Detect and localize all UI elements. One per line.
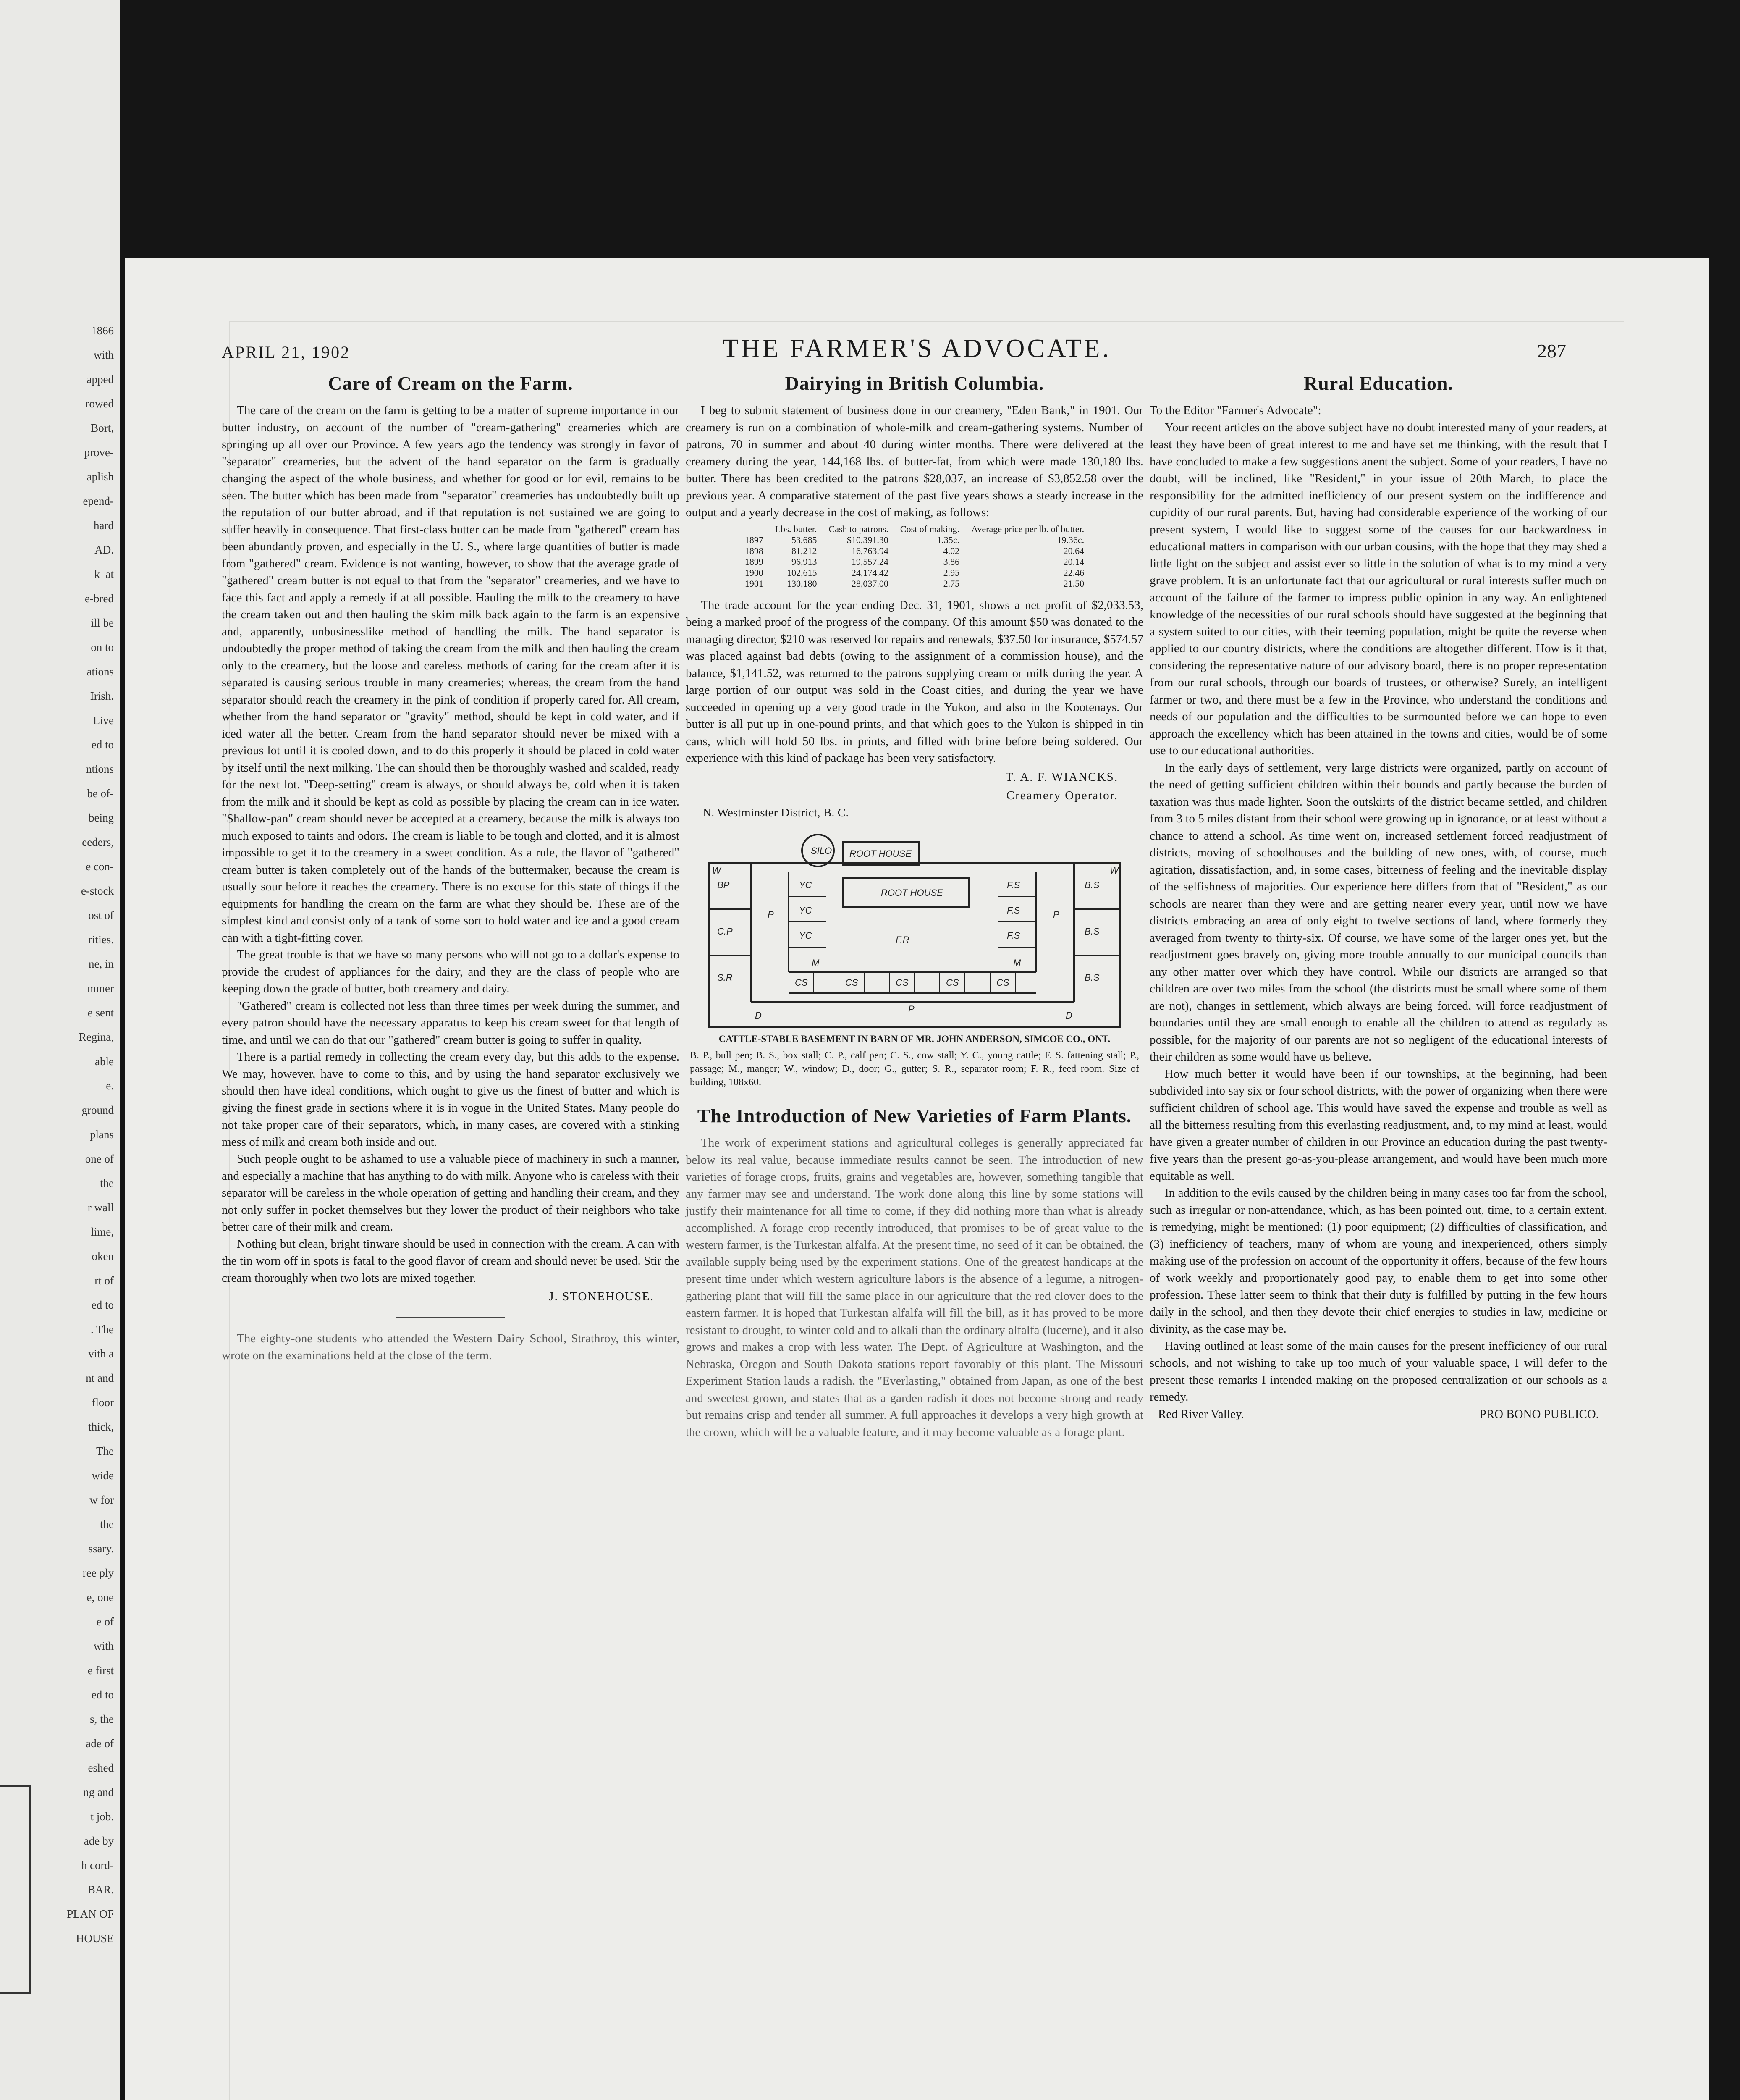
adjacent-page-text: w for: [89, 1494, 114, 1506]
column-1: [222, 372, 679, 1364]
adjacent-page-text: lime,: [91, 1226, 114, 1238]
issue-date: APRIL 21, 1902: [222, 343, 351, 362]
adjacent-page-text: ost of: [88, 909, 114, 921]
table-row: [739, 546, 1090, 556]
letter-signoff: [1150, 1406, 1607, 1423]
adjacent-page-text: 1866: [91, 324, 114, 337]
adjacent-page-text: r wall: [87, 1201, 114, 1214]
table-cell: $10,391.30: [846, 534, 888, 545]
adjacent-page-text: k at: [94, 568, 114, 580]
article-title-dairying-bc: Dairying in British Columbia.: [785, 373, 1044, 394]
adjacent-page-text: plans: [90, 1128, 114, 1141]
diagram-label-separator-room: S.R: [717, 972, 733, 983]
diagram-label-bull-pen: BP: [717, 880, 730, 890]
adjacent-page-text: PLAN OF: [67, 1908, 114, 1920]
adjacent-page-text: vith a: [88, 1347, 114, 1360]
author-signature: T. A. F. WIANCKS,: [1005, 770, 1118, 784]
letter-salutation: To the Editor "Farmer's Advocate":: [1150, 404, 1321, 417]
adjacent-page-text: rt of: [94, 1274, 114, 1287]
adjacent-page-text: Bort,: [91, 422, 114, 434]
adjacent-page-text: ade by: [84, 1835, 114, 1847]
diagram-label-young-cattle: YC: [799, 880, 812, 890]
adjacent-page-text: Regina,: [79, 1031, 114, 1043]
diagram-label-root-house: ROOT HOUSE: [881, 887, 943, 898]
article-paragraph: There is a partial remedy in collecting the cream every day, but this adds to the expense. We may, however, have to come to this, and by using the hand separator exclusively we should then have ideal conditions, which ought to give us the finest of butter and which is giving the finest grade in sections where it is in vogue in the United States. Many people do not take proper care of their separators, which, in many cases, are covered with a stinking mess of milk and cream both inside and out.: [222, 1050, 679, 1149]
author-title: Creamery Operator.: [1006, 789, 1118, 802]
diagram-label-root-house-top: ROOT HOUSE: [849, 848, 912, 859]
adjacent-page-text: e con-: [86, 860, 114, 873]
article-paragraph: In the early days of settlement, very large districts were organized, partly on account of the need of getting sufficient children within their bounds and partly because the burden of taxation was thus made lighter. Soon the outskirts of the district became settled, and children from 3 to 5 miles distant from their school were growing up in ignorance, or at least without a chance to attend a school. As time went on, increased settlement forced readjustment of districts, moving of schoolhouses and the building of new ones, with, of course, much agitation, dissatisfaction, and, in some cases, bitterness of feeling and the inevitable display of the selfishness of majorities. Our experience here differs from that of "Resident," as our schools are nearer than they were and are getting nearer every year, until now we have districts embracing an area of only eight to twelve sections of land, where formerly they averaged from twenty to thirty-six. Of course, we have some of the larger ones yet, but the readjustment goes bravely on, giving more trouble annually to our municipal councils than any other matter over which they have control. While our districts are arranged so that children are over two miles from the school (the districts must be small where some of them are not), changes in settlement, which always are being forced, will force readjustment of boundaries until they are small enough to enable all the children to attend as regularly as possible, for the majority of our parents are not so negligent of the educational interests of their children as some would have us believe.: [1150, 761, 1607, 1063]
diagram-label-window: W: [1110, 865, 1119, 876]
article-paragraph: How much better it would have been if our townships, at the beginning, had been subdivided into say six or four school districts, with the power of organizing when there were sufficient children of school age. This would have saved the expense and trouble as well as all the bitterness resulting from this everlasting readjustment, and, to my mind at least, would have given a greater number of children in our Province an education during the past twenty-five years than the present go-as-you-please arrangement, and would have been much more equitable as well.: [1150, 1067, 1607, 1183]
diagram-label-calf-pen: C.P: [717, 926, 733, 937]
adjacent-page-text: oken: [92, 1250, 114, 1263]
adjacent-page-text: on to: [91, 641, 114, 654]
article-title-rural-education: Rural Education.: [1304, 373, 1453, 394]
adjacent-page-text: t job.: [90, 1810, 114, 1823]
article-title-care-of-cream: Care of Cream on the Farm.: [328, 373, 573, 394]
table-header-row: [739, 524, 1090, 535]
table-cell: 1898: [744, 545, 763, 556]
adjacent-page-text: ree ply: [82, 1567, 114, 1579]
diagram-label-manger: M: [1013, 958, 1021, 968]
table-row: [739, 556, 1090, 567]
diagram-label-fattening-stall: F.S: [1007, 930, 1020, 941]
adjacent-page-text: the: [100, 1177, 114, 1189]
adjacent-page-text: aplish: [86, 470, 114, 483]
adjacent-page-text: able: [95, 1055, 114, 1068]
adjacent-page-text: one of: [85, 1152, 114, 1165]
adjacent-page-text: with: [93, 349, 114, 361]
article-paragraph: The care of the cream on the farm is getting to be a matter of supreme importance in our butter industry, on account of the number of "cream-gathering" creameries which are springing up all over our Province. A few years ago the tendency was strongly in favor of "separator" creameries, but the advent of the hand separator on the farm is gradually changing the aspect of the whole business, and whether for good or for evil, remains to be seen. The butter which has been made from "separator" creameries has undoubtedly built up the reputation of our butter abroad, and if that reputation is not sustained we are going to suffer heavily in consequence. That first-class butter can be made from "gathered" cream has been abundantly proven, and especially in the U. S., where large quantities of butter is made from "gathered" cream. Evidence is not wanting, however, to show that the average grade of "gathered" cream butter is not equal to that from the "separator" creameries, and we have to face this fact and apply a remedy if at all possible. Hauling the milk to the creamery to have the cream taken out and then hauling the skim milk back again to the farm is an expensive and, apparently, unbusinesslike method of handling the milk. The hand separator is undoubtedly the proper method of taking the cream from the milk and then hauling the cream only to the creamery, but the loose and careless methods of caring for the cream after it is separated is causing serious trouble in many creameries; whereas, the cream from the hand separator should reach the creamery in the pink of condition if properly cared for. All cream, whether from the hand separator or "gravity" method, should be kept in cold water, and if iced water all the better. Cream from the hand separator should never be mixed with a previous lot until it is cooled down, and to do this properly it should be placed in cold water by itself until the next milking. The can should then be thoroughly washed and scalded, ready for the next lot. "Deep-setting" cream is always, or should always be, cold when it is taken from the milk and it should be kept as cold as possible by placing the cream can in ice water. "Shallow-pan" cream should never be accepted at a creamery, because the milk is always too much exposed to taints and odors. The cream is liable to be tough and clotted, and it is almost impossible to get it to the creamery in a sweet condition. As a rule, the flavor of "gathered" cream butter is taken completely out of the hands of the buttermaker, because the cream is usually sour before it reaches the creamery. There is no excuse for this state of things if the equipments for handling the cream on the farm are what they should be. These are of the simplest kind and consist only of a tank of some sort to hold water and ice and a good cream can with a tight-fitting cover.: [222, 404, 679, 945]
diagram-label-young-cattle: YC: [799, 905, 812, 916]
adjacent-page-text: e, one: [86, 1591, 114, 1604]
adjacent-page-text: e.: [106, 1079, 114, 1092]
table-cell: 1899: [744, 556, 763, 567]
diagram-label-passage: P: [1053, 909, 1059, 920]
adjacent-page-text: e-bred: [85, 592, 114, 605]
adjacent-page-text: . The: [91, 1323, 114, 1336]
diagram-label-window: W: [712, 865, 721, 876]
table-cell: 3.86: [943, 556, 960, 567]
article-title-new-varieties: The Introduction of New Varieties of Farm Plants.: [697, 1105, 1132, 1126]
author-place: N. Westminster District, B. C.: [702, 806, 849, 819]
adjacent-page-text: eeders,: [82, 836, 114, 848]
adjacent-page-text: ng and: [83, 1786, 114, 1798]
table-cell: 20.64: [1063, 545, 1085, 556]
adjacent-page-text: ill be: [91, 617, 114, 629]
barn-floor-plan-diagram: [705, 834, 1124, 1031]
article-paragraph: Nothing but clean, bright tinware should be used in connection with the cream. A can with the tin worn off in spots is fatal to the good flavor of cream and should never be used. Stir the cream thoroughly when two lots are mixed together.: [222, 1237, 679, 1285]
adjacent-page-text: ne, in: [89, 958, 114, 970]
masthead: [125, 330, 1709, 363]
column-2: [686, 372, 1143, 1441]
adjacent-page-text: hard: [94, 519, 114, 532]
author-signature: J. STONEHOUSE.: [549, 1290, 654, 1303]
table-cell: 20.14: [1063, 556, 1085, 567]
table-cell: 53,685: [791, 534, 817, 545]
diagram-label-door: D: [755, 1010, 762, 1021]
table-cell: 1901: [744, 578, 763, 589]
table-header-cell: Cash to patrons.: [828, 523, 888, 534]
author-signature: PRO BONO PUBLICO.: [1479, 1407, 1599, 1421]
diagram-label-cow-stall: CS: [946, 977, 959, 988]
table-cell: 16,763.94: [851, 545, 888, 556]
article-paragraph: The trade account for the year ending Dec. 31, 1901, shows a net profit of $2,033.53, being a marked proof of the progress of the company. Of this amount $50 was donated to the managing director, $210 was reserved for repairs and renewals, $37.50 for insurance, $574.57 was placed against bad debts (owing to the assignment of a commission house), and the balance, $1,141.52, was returned to the patrons supplying cream or milk during the year. A large portion of our output was sold in the Coast cities, and during the year we have succeeded in opening up a very good trade in the Yukon, and also in the Kootenays. Our butter is all put up in one-pound prints, and that which goes to the Yukon is shipped in tin cans, which will hold 50 lbs. in prints, and filled with brine before being soldered. Our experience with this kind of package has been very satisfactory.: [686, 598, 1144, 765]
table-cell: 19,557.24: [851, 556, 888, 567]
table-cell: 22.46: [1063, 567, 1085, 578]
adjacent-page-text: the: [100, 1518, 114, 1530]
diagram-caption: CATTLE-STABLE BASEMENT IN BARN OF MR. JOHN ANDERSON, SIMCOE CO., ONT.: [718, 1034, 1111, 1044]
column-3: [1150, 372, 1607, 1423]
adjacent-page-text: BAR.: [87, 1883, 114, 1896]
adjacent-page-text: s, the: [90, 1713, 114, 1725]
diagram-label-cow-stall: CS: [845, 977, 858, 988]
table-cell: 21.50: [1063, 578, 1085, 589]
diagram-label-cow-stall: CS: [795, 977, 808, 988]
table-cell: 4.02: [943, 545, 960, 556]
diagram-label-fattening-stall: F.S: [1007, 905, 1020, 916]
adjacent-page-text: The: [96, 1445, 114, 1457]
adjacent-page-diagram-edge: [0, 1785, 31, 1994]
adjacent-page-text: ground: [81, 1104, 114, 1116]
table-cell: 1.35c.: [937, 534, 960, 545]
table-cell: 81,212: [791, 545, 817, 556]
adjacent-page-text: h cord-: [81, 1859, 114, 1872]
adjacent-page-text: e sent: [87, 1006, 114, 1019]
table-cell: 2.75: [943, 578, 960, 589]
adjacent-page-text: eshed: [88, 1761, 114, 1774]
adjacent-page-text: epend-: [83, 495, 114, 507]
table-cell: 102,615: [787, 567, 817, 578]
adjacent-page-text: rities.: [88, 933, 114, 946]
adjacent-page-text: e-stock: [81, 885, 114, 897]
diagram-label-cow-stall: CS: [896, 977, 909, 988]
diagram-label-fattening-stall: F.S: [1007, 880, 1020, 890]
adjacent-page-text: ed to: [91, 738, 114, 751]
table-row: [739, 567, 1090, 578]
article-paragraph: In addition to the evils caused by the children being in many cases too far from the school, such as irregular or non-attendance, which, as has been pointed out, time, to a certain extent, is remedying, might be mentioned: (1) poor equipment; (2) difficulties of classification, and (3) inefficiency of teachers, many of whom are young and inexperienced, others simply making use of the profession on account of the opportunity it offers, because of the few hours of work weekly and proportionately good pay, to enable them to get into some other profession. These latter seem to think that their duty is fulfilled by putting in the few hours daily in the school, and then they devote their chief energies to studies in law, medicine or divinity, as the case may be.: [1150, 1186, 1607, 1336]
diagram-label-box-stall: B.S: [1085, 926, 1100, 937]
adjacent-page-text: apped: [86, 373, 114, 386]
article-paragraph: The great trouble is that we have so many persons who will not go to a dollar's expense to provide the crudest of appliances for the dairy, and they are the class of people who are keeping down the grade of butter, both creamery and dairy.: [222, 948, 679, 995]
adjacent-page-text: ssary.: [88, 1542, 114, 1555]
diagram-label-box-stall: B.S: [1085, 972, 1100, 983]
adjacent-page-text: floor: [92, 1396, 114, 1409]
table-header-cell: [739, 524, 769, 535]
news-note: The eighty-one students who attended the Western Dairy School, Strathroy, this winter, wrote on the examinations held at the close of the term.: [222, 1331, 679, 1362]
table-row: [739, 578, 1090, 589]
diagram-label-silo: SILO: [811, 845, 832, 856]
adjacent-page-text: rowed: [85, 397, 114, 410]
article-paragraph: Such people ought to be ashamed to use a valuable piece of machinery in such a manner, and especially a machine that has anything to do with milk. Anyone who is careless with their separator will be careless in the whole operation of getting and handling their cream, and they not only suffer in pocket themselves but they lower the product of their neighbors who take better care of their milk and cream.: [222, 1152, 679, 1234]
adjacent-page-text: e of: [96, 1615, 114, 1628]
diagram-label-cow-stall: CS: [996, 977, 1009, 988]
table-row: [739, 535, 1090, 546]
table-header-cell: Cost of making.: [900, 523, 960, 534]
diagram-label-passage: P: [768, 909, 774, 920]
adjacent-page-text: wide: [92, 1469, 114, 1482]
adjacent-page-text: nt and: [86, 1372, 114, 1384]
adjacent-page-text: prove-: [84, 446, 114, 459]
creamery-stats-table: [739, 524, 1090, 589]
adjacent-page-text: ations: [86, 665, 114, 678]
adjacent-page-text: ed to: [91, 1299, 114, 1311]
table-cell: 2.95: [943, 567, 960, 578]
adjacent-page-text: ntions: [86, 763, 114, 775]
table-cell: 19.36c.: [1057, 534, 1085, 545]
adjacent-page-text: with: [93, 1640, 114, 1652]
adjacent-page-text: ade of: [86, 1737, 114, 1750]
diagram-label-door: D: [1066, 1010, 1072, 1021]
article-paragraph: Having outlined at least some of the main causes for the present inefficiency of our rural schools, and not wishing to take up too much of your valuable space, I will defer to the present these remarks I intended making on the proposed centralization of our schools as a remedy.: [1150, 1339, 1607, 1404]
table-cell: 130,180: [787, 578, 817, 589]
adjacent-page-text: being: [89, 811, 114, 824]
newspaper-page: [125, 258, 1709, 2100]
table-header-cell: Average price per lb. of butter.: [971, 523, 1085, 534]
diagram-label-passage: P: [908, 1004, 915, 1014]
table-cell: 1897: [744, 534, 763, 545]
article-paragraph: "Gathered" cream is collected not less than three times per week during the summer, and every patron should have the necessary apparatus to keep his cream sweet for that length of time, and until we can do that our "gathered" cream butter is going to suffer in quality.: [222, 999, 679, 1047]
publication-title: THE FARMER'S ADVOCATE.: [723, 334, 1111, 363]
adjacent-page-text: mmer: [87, 982, 114, 995]
diagram-label-box-stall: B.S: [1085, 880, 1100, 890]
adjacent-page-text: thick,: [88, 1420, 114, 1433]
adjacent-page-text: be of-: [87, 787, 114, 800]
adjacent-page-text: ed to: [91, 1688, 114, 1701]
divider: [396, 1317, 505, 1318]
table-cell: 96,913: [791, 556, 817, 567]
diagram-label-young-cattle: YC: [799, 930, 812, 941]
table-header-cell: Lbs. butter.: [775, 523, 817, 534]
adjacent-page-text: HOUSE: [76, 1932, 114, 1945]
adjacent-page-text: AD.: [94, 543, 114, 556]
table-cell: 24,174.42: [851, 567, 888, 578]
adjacent-page-text: Irish.: [90, 690, 114, 702]
article-paragraph: Your recent articles on the above subject have no doubt interested many of your readers, at least they have been of great interest to me and have set me thinking, with the result that I have concluded to make a few suggestions anent the subject. Some of your readers, I have no doubt, will be inclined, like "Resident," in your issue of 20th March, to place the responsibility for the admitted inefficiency of our present system on the indifference and cupidity of our rural parents. But, having had considerable experience of the working of our present system, I would like to suggest some of the causes for our backwardness in educational matters in comparison with our urban cousins, with the hope that they may shed a little light on the subject and assist ever so little in the solution of what is to my mind a very grave problem. It is an unfortunate fact that our agricultural or rural interests suffer much on account of the failure of the farmer to impress public opinion in any way. An enlightened knowledge of the necessities of our rural schools should have suggested at the beginning that a system suited to our cities, with their teeming population, might be quite the reverse when applied to our country districts, where the conditions are altogether different. How is it that, considering the representative nature of our advisory board, there is no proper representation from our rural schools, through our boards of trustees, or otherwise? Surely, an intelligent farmer or two, and there must be a few in the Province, who understand the conditions and needs of our population and the difficulties to be surmounted before we can hope to even approach the excellency which has been attained in the towns and cities, would be of some use to our educational authorities.: [1150, 420, 1607, 757]
diagram-label-feed-room: F.R: [896, 934, 909, 945]
diagram-legend: B. P., bull pen; B. S., box stall; C. P., calf pen; C. S., cow stall; Y. C., young cattle; F. S. fattening stall; P., passage; M., manger; W., window; D., door; G., gutter; S. R., separator room; F. R., feed room. Size of building, 108x60.: [690, 1050, 1139, 1088]
author-place: Red River Valley.: [1158, 1407, 1244, 1421]
article-paragraph: The work of experiment stations and agricultural colleges is generally appreciated far below its real value, because immediate results cannot be seen. The introduction of new varieties of forage crops, fruits, grains and vegetables are, however, something tangible that any farmer may see and understand. The work done along this line by some stations will justify their maintenance for all time to come, if they did nothing more than what is already accomplished. A forage crop recently introduced, that promises to be of great value to the western farmer, is the Turkestan alfalfa. At the present time, no seed of it can be obtained, the available supply being used by the experiment stations. One of the greatest handicaps at the present time under which western agriculture labors is the absence of a legume, a nitrogen-gathering plant that will fill the same place in our agriculture that the red clover does to the eastern farmer. It is hoped that Turkestan alfalfa will fill the bill, as it has proved to be more resistant to drought, to winter cold and to alkali than the ordinary alfalfa (lucerne), and it also grows and makes a crop with less water. The Dept. of Agriculture at Washington, and the Nebraska, Oregon and South Dakota stations report favorably of this plant. The Missouri Experiment Station lauds a radish, the "Everlasting," obtained from Japan, as one of the best and sweetest grown, and states that as a garden radish it does not become strong and ready but remains crisp and tender all summer. A full approaches it develops a very high growth at the crown, which will be a valuable feature, and it may become valuable as a forage plant.: [686, 1136, 1143, 1439]
table-cell: 1900: [744, 567, 763, 578]
adjacent-page-text: e first: [87, 1664, 114, 1677]
article-paragraph: I beg to submit statement of business done in our creamery, "Eden Bank," in 1901. Our creamery is run on a combination of whole-milk and cream-gathering systems. Number of patrons, 70 in summer and about 40 during winter months. There were delivered at the creamery during the year, 144,168 lbs. of butter-fat, from which were made 130,180 lbs. butter. There has been credited to the patrons $28,037, an increase of $3,852.58 over the previous year. A comparative statement of the past five years shows a steady increase in the output and a yearly decrease in the cost of making, as follows:: [686, 404, 1143, 519]
adjacent-page-fragment: [0, 0, 120, 2100]
page-number: 287: [1537, 340, 1566, 362]
adjacent-page-text: Live: [93, 714, 114, 727]
diagram-label-manger: M: [812, 958, 820, 968]
table-cell: 28,037.00: [851, 578, 888, 589]
